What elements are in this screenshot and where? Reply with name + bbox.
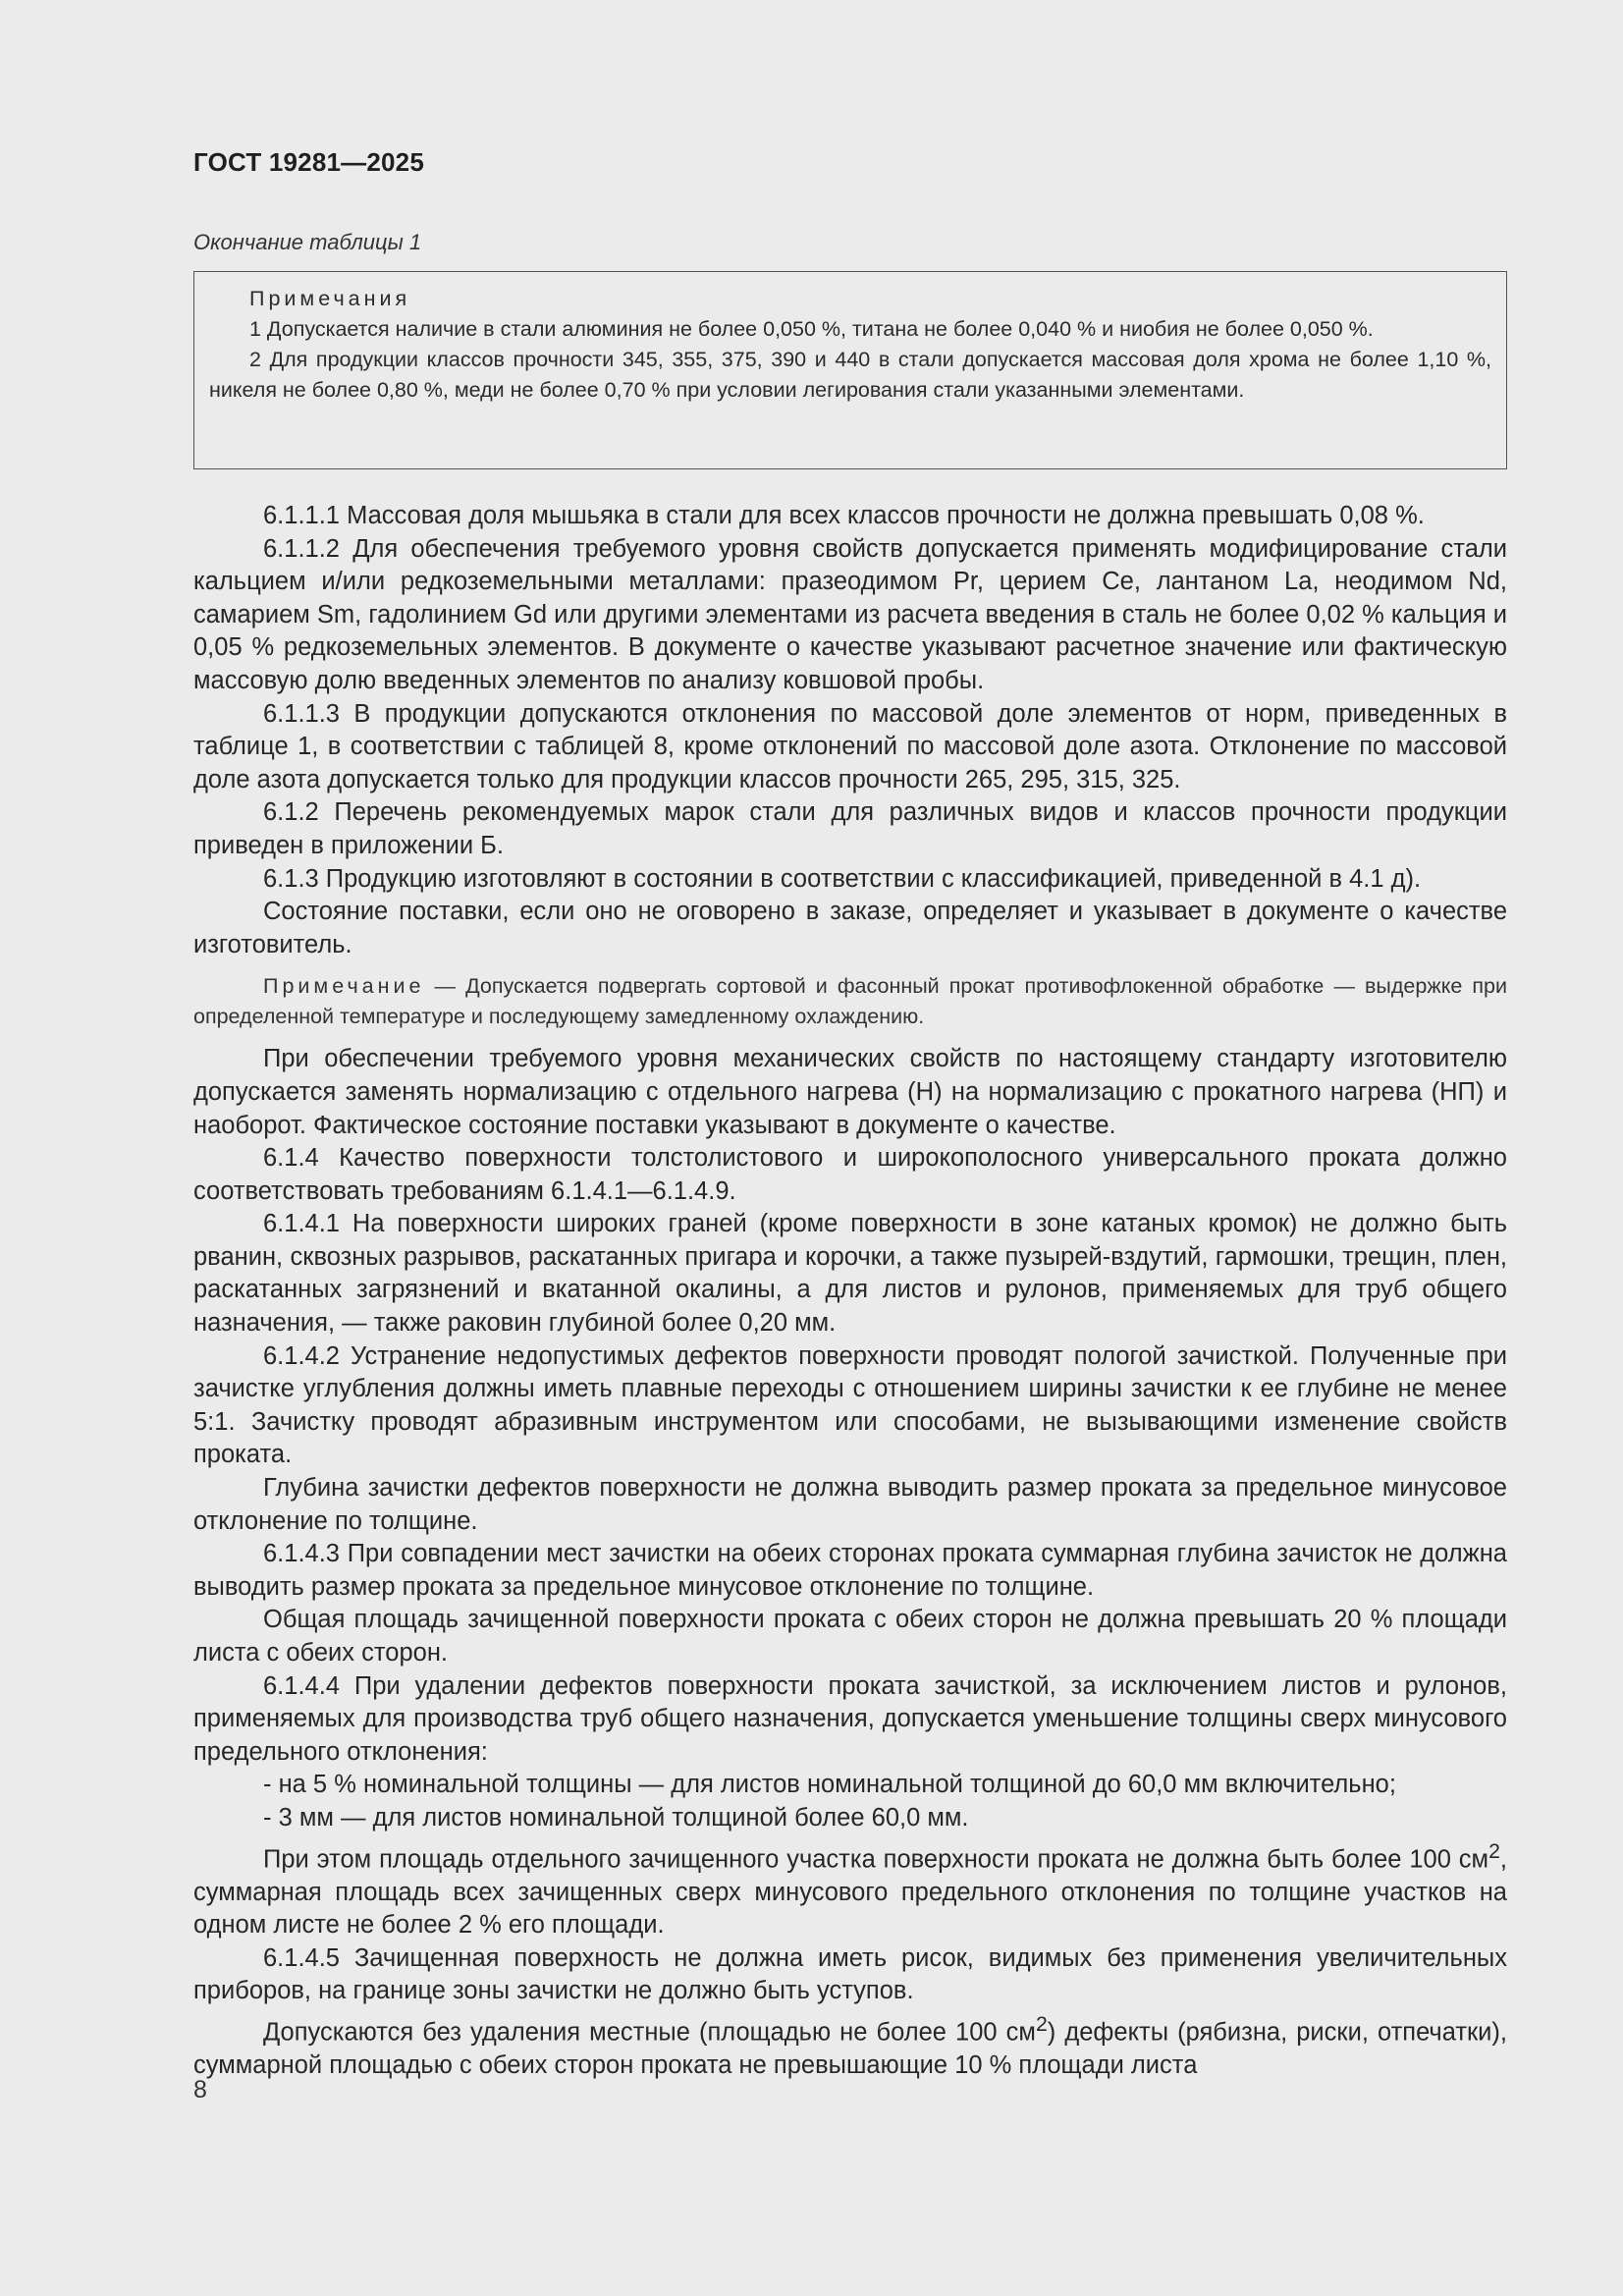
defects-text-start: Допускаются без удаления местные (площадью не более 100 см (263, 2018, 1036, 2047)
paragraph-6-1-1-3: 6.1.1.3 В продукции допускаются отклонения по массовой доле элементов от норм, приведенных в таблице 1, в соответствии с таблицей 8, кроме отклонений по массовой доле азота. Отклонение по массовой доле азота допускается только для продукции классов прочности 265, 295, 315, 325. (193, 699, 1507, 793)
paragraph-local-defects (193, 2008, 1507, 2083)
paragraph-6-1-4-2: 6.1.4.2 Устранение недопустимых дефектов поверхности проводят пологой зачисткой. Полученные при зачистке углубления должны иметь плавные переходы с отношением ширины зачистки к ее глубине не менее 5:1. Зачистку проводят абразивным инструментом или способами, не вызывающими изменение свойств проката. (193, 1341, 1507, 1469)
paragraph-delivery-state: Состояние поставки, если оно не оговорено в заказе, определяет и указывает в документе о качестве изготовитель. (193, 898, 1507, 958)
paragraph-cleaning-depth: Глубина зачистки дефектов поверхности не должна выводить размер проката за предельное минусовое отклонение по толщине. (193, 1474, 1507, 1535)
paragraph-6-1-4: 6.1.4 Качество поверхности толстолистового и широкополосного универсального проката должно соответствовать требованиям 6.1.4.1—6.1.4.9. (193, 1144, 1507, 1205)
superscript-2: 2 (1488, 1838, 1500, 1863)
note-text: — Допускается подвергать сортовой и фасонный прокат противофлокенной обработке — выдержке при определенной температуре и последующему замедленному охлаждению. (193, 974, 1507, 1029)
body-text (193, 500, 1507, 2083)
paragraph-normalization: При обеспечении требуемого уровня механических свойств по настоящему стандарту изготовителю допускается заменять нормализацию с отдельного нагрева (Н) на нормализацию с прокатного нагрева (НП) и наоборот. Фактическое состояние поставки указывают в документе о качестве. (193, 1045, 1507, 1139)
area-text-end: , суммарная площадь всех зачищенных сверх минусового предельного отклонения по толщине участков на одном листе не более 2 % его площади. (193, 1845, 1507, 1940)
paragraph-6-1-4-1: 6.1.4.1 На поверхности широких граней (кроме поверхности в зоне катаных кромок) не должно быть рванин, сквозных разрывов, раскатанных пригара и корочки, а также пузырей-вздутий, гармошки, трещин, плен, раскатанных загрязнений и вкатанной окалины, а для листов и рулонов, применяемых для труб общего назначения, — также раковин глубиной более 0,20 мм. (193, 1210, 1507, 1338)
paragraph-6-1-4-3: 6.1.4.3 При совпадении мест зачистки на обеих сторонах проката суммарная глубина зачисток не должна выводить размер проката за предельное минусовое отклонение по толщине. (193, 1540, 1507, 1601)
table-notes-box (193, 271, 1507, 469)
defects-text-end: ) дефекты (рябизна, риски, отпечатки), суммарной площадью с обеих сторон проката не превышающие 10 % площади листа (193, 2018, 1507, 2080)
paragraph-6-1-2: 6.1.2 Перечень рекомендуемых марок стали для различных видов и классов прочности продукции приведен в приложении Б. (193, 798, 1507, 859)
note-item-2: 2 Для продукции классов прочности 345, 355, 375, 390 и 440 в стали допускается массовая доля хрома не более 1,10 %, никеля не более 0,80 %, меди не более 0,70 % при условии легирования стали указанными элементами. (209, 348, 1491, 402)
table-continuation-caption: Окончание таблицы 1 (193, 230, 422, 254)
area-text-start: При этом площадь отдельного зачищенного участка поверхности проката не должна быть более 100 см (263, 1845, 1489, 1874)
page-number: 8 (193, 2076, 207, 2104)
paragraph-area-limit (193, 1835, 1507, 1942)
list-item-5-percent: - на 5 % номинальной толщины — для листов номинальной толщиной до 60,0 мм включительно; (263, 1771, 1396, 1799)
paragraph-total-area: Общая площадь зачищенной поверхности проката с обеих сторон не должна превышать 20 % площади листа с обеих сторон. (193, 1606, 1507, 1667)
superscript-2: 2 (1035, 2012, 1048, 2037)
note-paragraph (193, 971, 1507, 1032)
list-item-3-mm: - 3 мм — для листов номинальной толщиной более 60,0 мм. (263, 1803, 969, 1831)
document-title: ГОСТ 19281—2025 (193, 147, 424, 177)
paragraph-6-1-4-5: 6.1.4.5 Зачищенная поверхность не должна иметь рисок, видимых без применения увеличительных приборов, на границе зоны зачистки не должно быть уступов. (193, 1943, 1507, 2005)
note-item-1: 1 Допускается наличие в стали алюминия не более 0,050 %, титана не более 0,040 % и ниобия не более 0,050 %. (249, 317, 1374, 341)
notes-title: Примечания (249, 287, 411, 310)
paragraph-6-1-3: 6.1.3 Продукцию изготовляют в состоянии в соответствии с классификацией, приведенной в 4.1 д). (263, 864, 1422, 893)
paragraph-6-1-1-2: 6.1.1.2 Для обеспечения требуемого уровня свойств допускается применять модифицирование стали кальцием и/или редкоземельными металлами: празеодимом Pr, церием Ce, лантаном La, неодимом Nd, самарием Sm, гадолинием Gd или другими элементами из расчета введения в сталь не более 0,02 % кальция и 0,05 % редкоземельных элементов. В документе о качестве указывают расчетное значение или фактическую массовую долю введенных элементов по анализу ковшовой пробы. (193, 534, 1507, 694)
paragraph-6-1-4-4: 6.1.4.4 При удалении дефектов поверхности проката зачисткой, за исключением листов и рулонов, применяемых для производства труб общего назначения, допускается уменьшение толщины сверх минусового предельного отклонения: (193, 1671, 1507, 1766)
note-label: Примечание (263, 974, 425, 999)
paragraph-6-1-1-1: 6.1.1.1 Массовая доля мышьяка в стали для всех классов прочности не должна превышать 0,08 %. (263, 502, 1425, 529)
